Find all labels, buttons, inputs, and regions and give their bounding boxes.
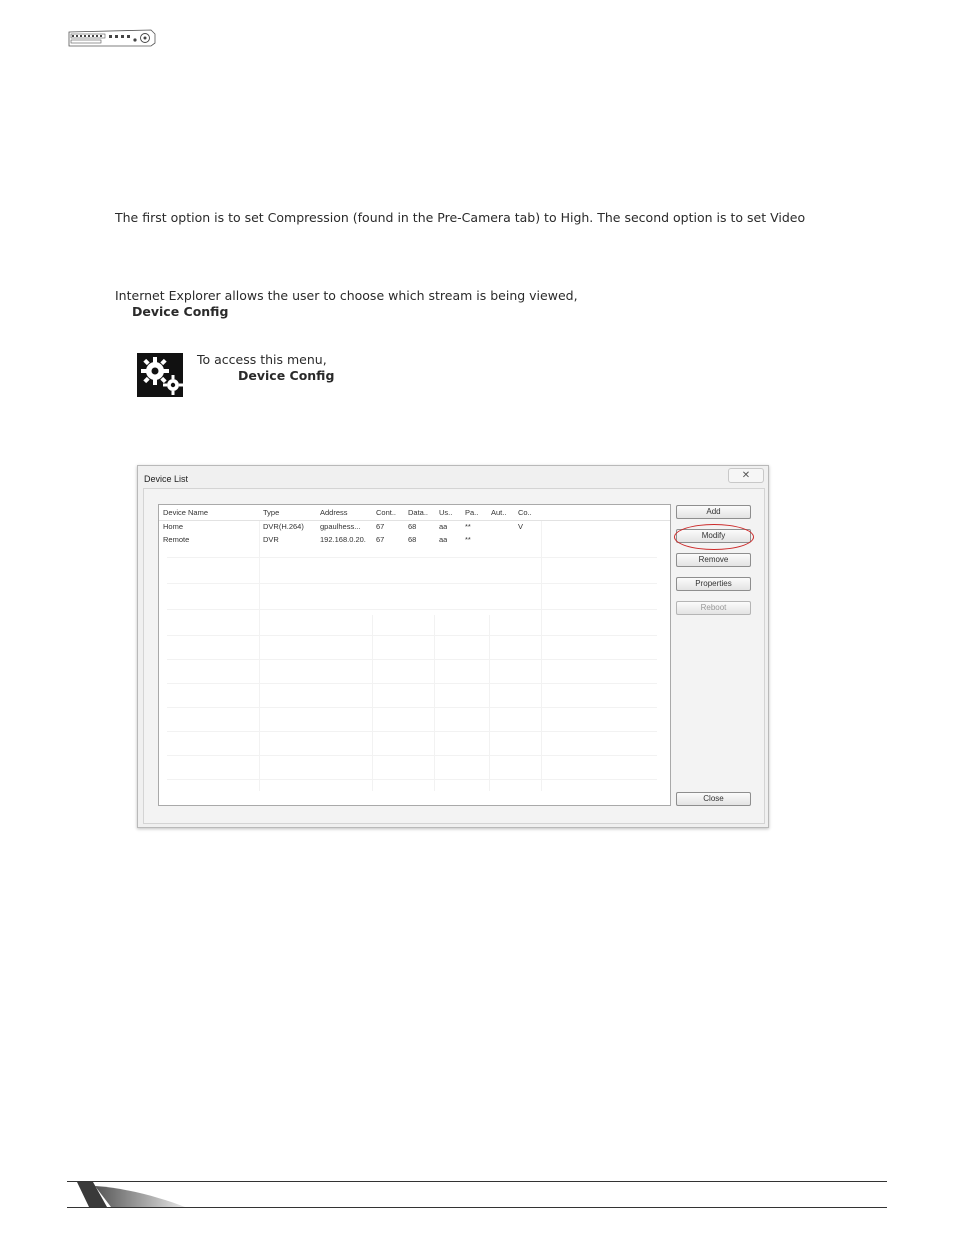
footer-swoosh-logo: [67, 1180, 207, 1208]
cell-type: DVR(H.264): [263, 522, 304, 531]
device-list-table[interactable]: [158, 504, 671, 806]
paragraph-stream: Internet Explorer allows the user to choose which stream is being viewed,: [115, 288, 578, 303]
col-aut[interactable]: Aut..: [491, 508, 507, 517]
col-type[interactable]: Type: [263, 508, 280, 517]
cell-address: 192.168.0.20.: [320, 535, 366, 544]
cell-cont: 67: [376, 522, 385, 531]
col-cont[interactable]: Cont..: [376, 508, 397, 517]
col-us[interactable]: Us..: [439, 508, 453, 517]
col-co[interactable]: Co..: [518, 508, 532, 517]
modify-highlight-circle: [674, 524, 754, 550]
dvr-unit-icon: [67, 28, 157, 47]
cell-us: aa: [439, 535, 448, 544]
cell-us: aa: [439, 522, 448, 531]
col-data[interactable]: Data..: [408, 508, 429, 517]
cell-device-name: Remote: [163, 535, 190, 544]
device-config-label-2: Device Config: [238, 368, 335, 383]
properties-button[interactable]: Properties: [676, 577, 751, 591]
device-list-window: [137, 465, 769, 828]
cell-device-name: Home: [163, 522, 184, 531]
remove-button[interactable]: Remove: [676, 553, 751, 567]
modify-button[interactable]: Modify: [676, 529, 751, 543]
paragraph-compression: The first option is to set Compression (found in the Pre-Camera tab) to High. The second option is to set Video: [115, 210, 806, 225]
table-row[interactable]: [159, 534, 670, 547]
window-title: Device List: [144, 474, 189, 484]
cell-co: V: [518, 522, 524, 531]
col-pa[interactable]: Pa..: [465, 508, 479, 517]
device-config-label: Device Config: [132, 304, 229, 319]
table-row[interactable]: [159, 521, 670, 534]
gears-icon: [137, 353, 183, 397]
col-device-name[interactable]: Device Name: [163, 508, 209, 517]
window-close-button[interactable]: [728, 468, 764, 483]
table-header: [159, 507, 670, 521]
cell-type: DVR: [263, 535, 279, 544]
close-button[interactable]: Close: [676, 792, 751, 806]
cell-cont: 67: [376, 535, 385, 544]
col-address[interactable]: Address: [320, 508, 348, 517]
add-button[interactable]: Add: [676, 505, 751, 519]
cell-pa: **: [465, 522, 471, 531]
access-menu-text: To access this menu,: [197, 352, 327, 367]
cell-pa: **: [465, 535, 471, 544]
cell-address: gpaulhess...: [320, 522, 361, 531]
close-icon: ✕: [741, 470, 751, 481]
cell-data: 68: [408, 522, 417, 531]
cell-data: 68: [408, 535, 417, 544]
reboot-button[interactable]: Reboot: [676, 601, 751, 615]
